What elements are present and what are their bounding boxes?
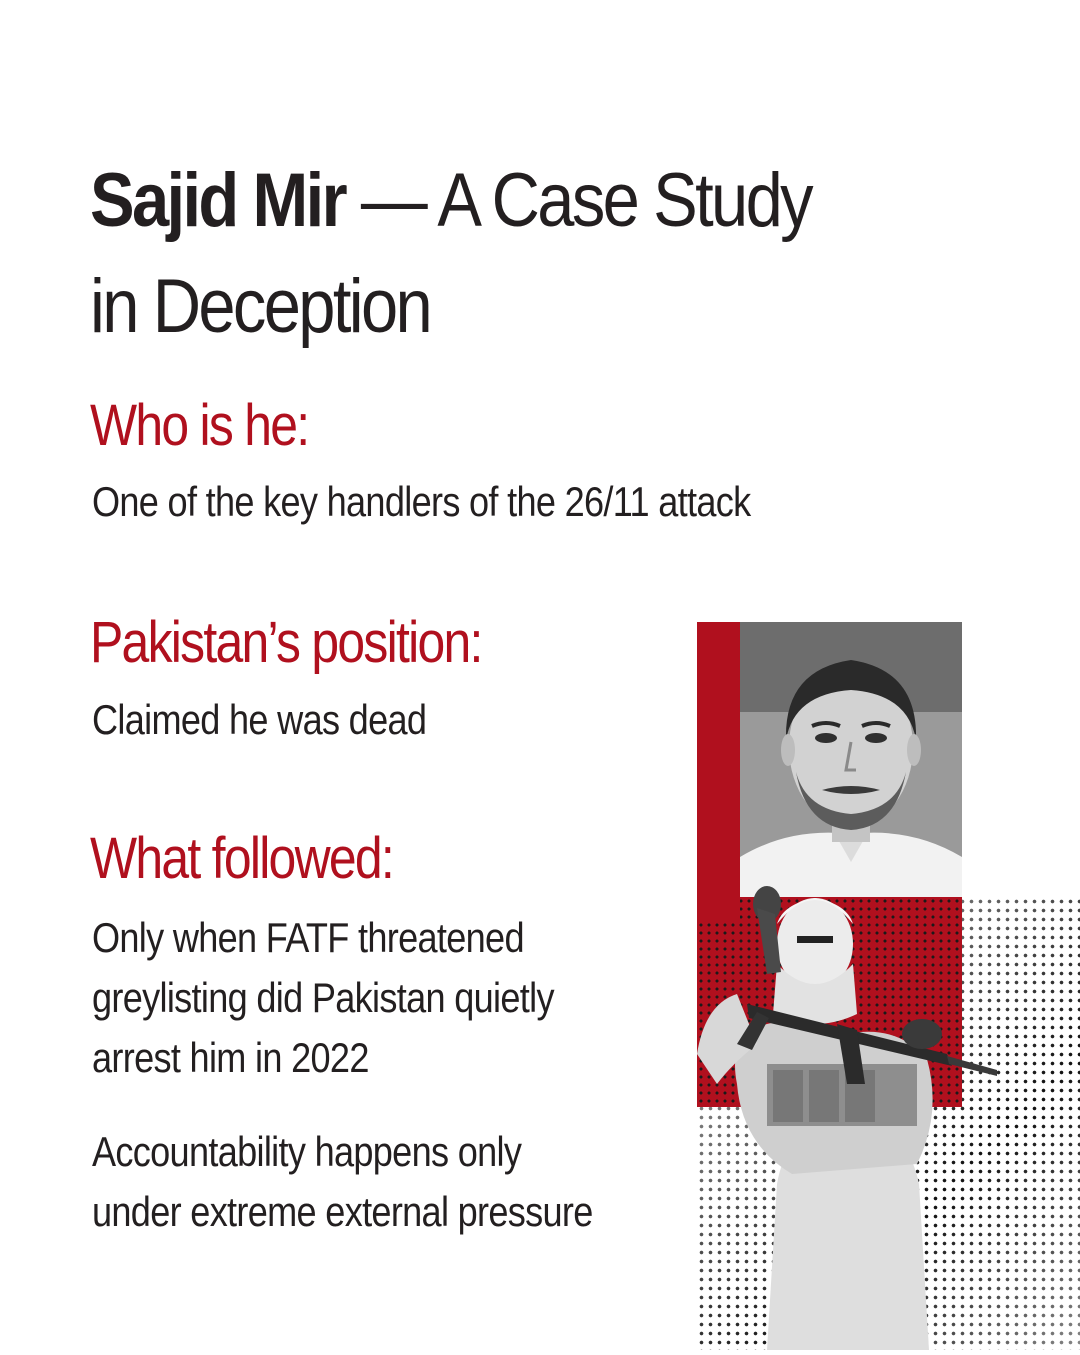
- portrait-illustration: [740, 622, 962, 897]
- red-accent-strip: [697, 622, 740, 922]
- heading-what-followed: What followed:: [90, 826, 394, 891]
- heading-who-is-he: Who is he:: [90, 393, 309, 458]
- title-name: Sajid Mir: [90, 158, 345, 243]
- portrait-photo: [740, 622, 962, 897]
- armed-figure-illustration: [697, 884, 1017, 1350]
- photo-collage: [697, 622, 1080, 1350]
- heading-pakistan-position: Pakistan’s position:: [90, 610, 482, 675]
- what-followed-line-3: arrest him in 2022: [92, 1034, 369, 1081]
- pakistan-position-text: Claimed he was dead: [92, 696, 427, 743]
- closing-line-1: Accountability happens only: [92, 1128, 522, 1175]
- page-title: [90, 148, 847, 360]
- who-is-he-text: One of the key handlers of the 26/11 attack: [92, 478, 751, 525]
- closing-line-2: under extreme external pressure: [92, 1188, 593, 1235]
- title-rest: — A Case Study in Deception: [90, 158, 811, 349]
- armed-masked-man-photo: [697, 884, 1017, 1350]
- what-followed-line-1: Only when FATF threatened: [92, 914, 524, 961]
- what-followed-line-2: greylisting did Pakistan quietly: [92, 974, 554, 1021]
